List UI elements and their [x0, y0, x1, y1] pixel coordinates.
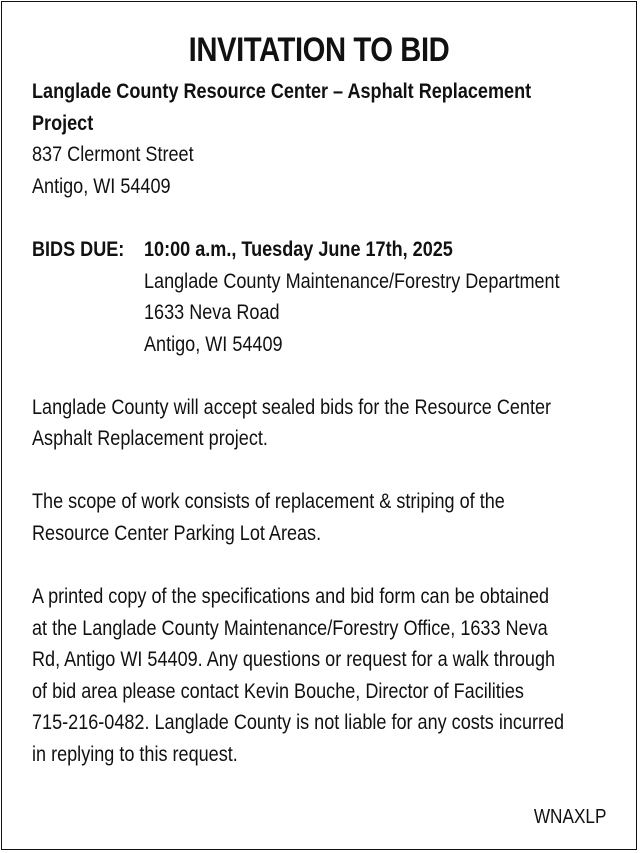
bids-due-time: 10:00 a.m., Tuesday June 17th, 2025 [144, 238, 453, 261]
notice-title: INVITATION TO BID [188, 31, 450, 69]
project-street: 837 Clermont Street [32, 143, 194, 166]
paragraph-specs-line-6: in replying to this request. [32, 743, 238, 766]
paragraph-specs-line-4: of bid area please contact Kevin Bouche, Director of Facilities [32, 680, 524, 703]
bids-due-street: 1633 Neva Road [144, 301, 280, 324]
publication-code: WNAXLP [533, 806, 606, 828]
legal-notice [1, 1, 637, 850]
project-name-line-1: Langlade County Resource Center – Asphalt Replacement [32, 80, 532, 103]
paragraph-specs-line-5: 715-216-0482. Langlade County is not liable for any costs incurred [32, 711, 565, 734]
bids-due-city: Antigo, WI 54409 [144, 333, 283, 356]
project-name-line-2: Project [32, 112, 94, 135]
paragraph-accept-bids-line-1: Langlade County will accept sealed bids for the Resource Center [32, 396, 552, 419]
paragraph-accept-bids-line-2: Asphalt Replacement project. [32, 427, 268, 450]
project-city: Antigo, WI 54409 [32, 175, 171, 198]
bids-due-label: BIDS DUE: [32, 238, 125, 261]
bids-due-department: Langlade County Maintenance/Forestry Department [144, 270, 560, 293]
paragraph-specs-line-3: Rd, Antigo WI 54409. Any questions or request for a walk through [32, 648, 556, 671]
paragraph-scope-line-1: The scope of work consists of replacement & striping of the [32, 490, 505, 513]
paragraph-specs-line-2: at the Langlade County Maintenance/Forestry Office, 1633 Neva [32, 617, 548, 640]
paragraph-specs-line-1: A printed copy of the specifications and bid form can be obtained [32, 585, 550, 608]
paragraph-scope-line-2: Resource Center Parking Lot Areas. [32, 522, 322, 545]
